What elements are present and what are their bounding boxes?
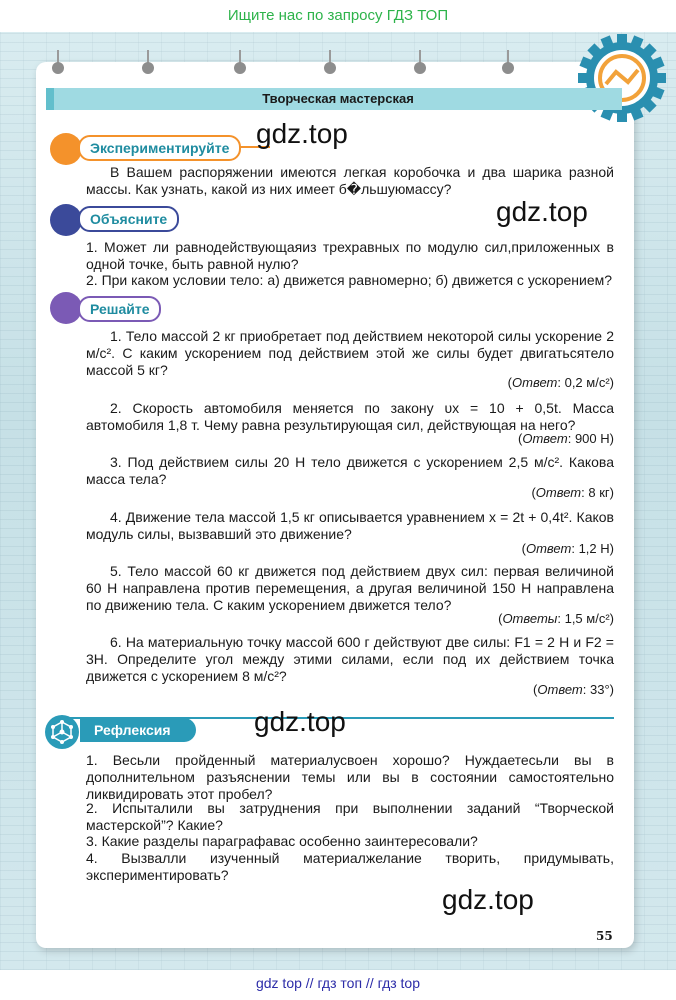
watermark: gdz.top: [442, 884, 534, 915]
molecule-icon: [44, 714, 80, 750]
answer-6: (Ответ: 33°): [533, 682, 614, 697]
binder-ring: [414, 50, 426, 74]
reflection-item-2: 2. Испыталили вы затруднения при выполнении заданий “Творческой мастерской”? Какие?: [86, 800, 614, 833]
binder-ring: [52, 50, 64, 74]
bottom-banner[interactable]: gdz top // гдз топ // гдз top: [255, 975, 421, 991]
explain-item-1: 1. Может ли равнодействующаяиз трехравных по модулю сил,приложенных в одной точке, быть равной нулю?: [86, 239, 614, 272]
experiment-text: В Вашем распоряжении имеются легкая коробочка и два шарика разной массы. Как узнать, какой из них имеет б�льшуюмассу?: [86, 164, 614, 197]
problem-2: 2. Скорость автомобиля меняется по закону υx = 10 + 0,5t. Масса автомобиля 1,8 т. Чему равна результирующая сил, действующая на него?: [86, 400, 614, 433]
answer-1: (Ответ: 0,2 м/с²): [507, 375, 614, 390]
top-banner[interactable]: Ищите нас по запросу ГДЗ ТОП: [227, 7, 449, 24]
problem-3: 3. Под действием силы 20 Н тело движется с ускорением 2,5 м/с². Какова масса тела?: [86, 454, 614, 487]
answer-5: (Ответы: 1,5 м/с²): [498, 611, 614, 626]
binder-ring: [324, 50, 336, 74]
reflection-item-3: 3. Какие разделы параграфавас особенно заинтересовали?: [86, 833, 478, 849]
binder-ring: [234, 50, 246, 74]
page-number: 55: [596, 929, 613, 943]
answer-4: (Ответ: 1,2 Н): [521, 541, 614, 556]
gear-logo-icon: [576, 32, 668, 124]
problem-5: 5. Тело массой 60 кг движется под действием двух сил: первая величиной 60 Н направлена против перемещения, а другая величиной 150 Н направлена по движению тела. С каким ускорением движется тело?: [86, 563, 614, 613]
explain-label: Объясните: [78, 206, 179, 232]
problem-1: 1. Тело массой 2 кг приобретает под действием некоторой силы ускорение 2 м/с². С каким ускорением под действием этой же силы будет двигатьсятело массой 5 кг?: [86, 328, 614, 378]
watermark: gdz.top: [496, 196, 588, 227]
answer-2: (Ответ: 900 Н): [518, 431, 614, 446]
binder-ring: [502, 50, 514, 74]
reflection-item-1: 1. Весьли пройденный материалусвоен хорошо? Нуждаетесьли вы в дополнительном разъяснении темы или вы в состоянии самостоятельно ликвидировать этот пробел?: [86, 752, 614, 802]
watermark: gdz.top: [254, 706, 346, 737]
section-header-bar: Творческая мастерская: [46, 88, 622, 110]
reflection-label: Рефлексия: [80, 718, 196, 742]
reflection-item-4: 4. Вызвалли изученный материалжелание творить, придумывать, экспериментировать?: [86, 850, 614, 883]
experiment-label: Экспериментируйте: [78, 135, 241, 161]
problem-4: 4. Движение тела массой 1,5 кг описывается уравнением x = 2t + 0,4t². Каков модуль силы, вызвавший это движение?: [86, 509, 614, 542]
answer-3: (Ответ: 8 кг): [531, 485, 614, 500]
binder-ring: [142, 50, 154, 74]
watermark: gdz.top: [256, 118, 348, 149]
problem-6: 6. На материальную точку массой 600 г действуют две силы: F1 = 2 Н и F2 = 3Н. Определите угол между этими силами, если под их действием точка движется с ускорением 8 м/с²?: [86, 634, 614, 684]
explain-item-2: 2. При каком условии тело: а) движется равномерно; б) движется с ускорением?: [86, 272, 613, 288]
solve-label: Решайте: [78, 296, 161, 322]
